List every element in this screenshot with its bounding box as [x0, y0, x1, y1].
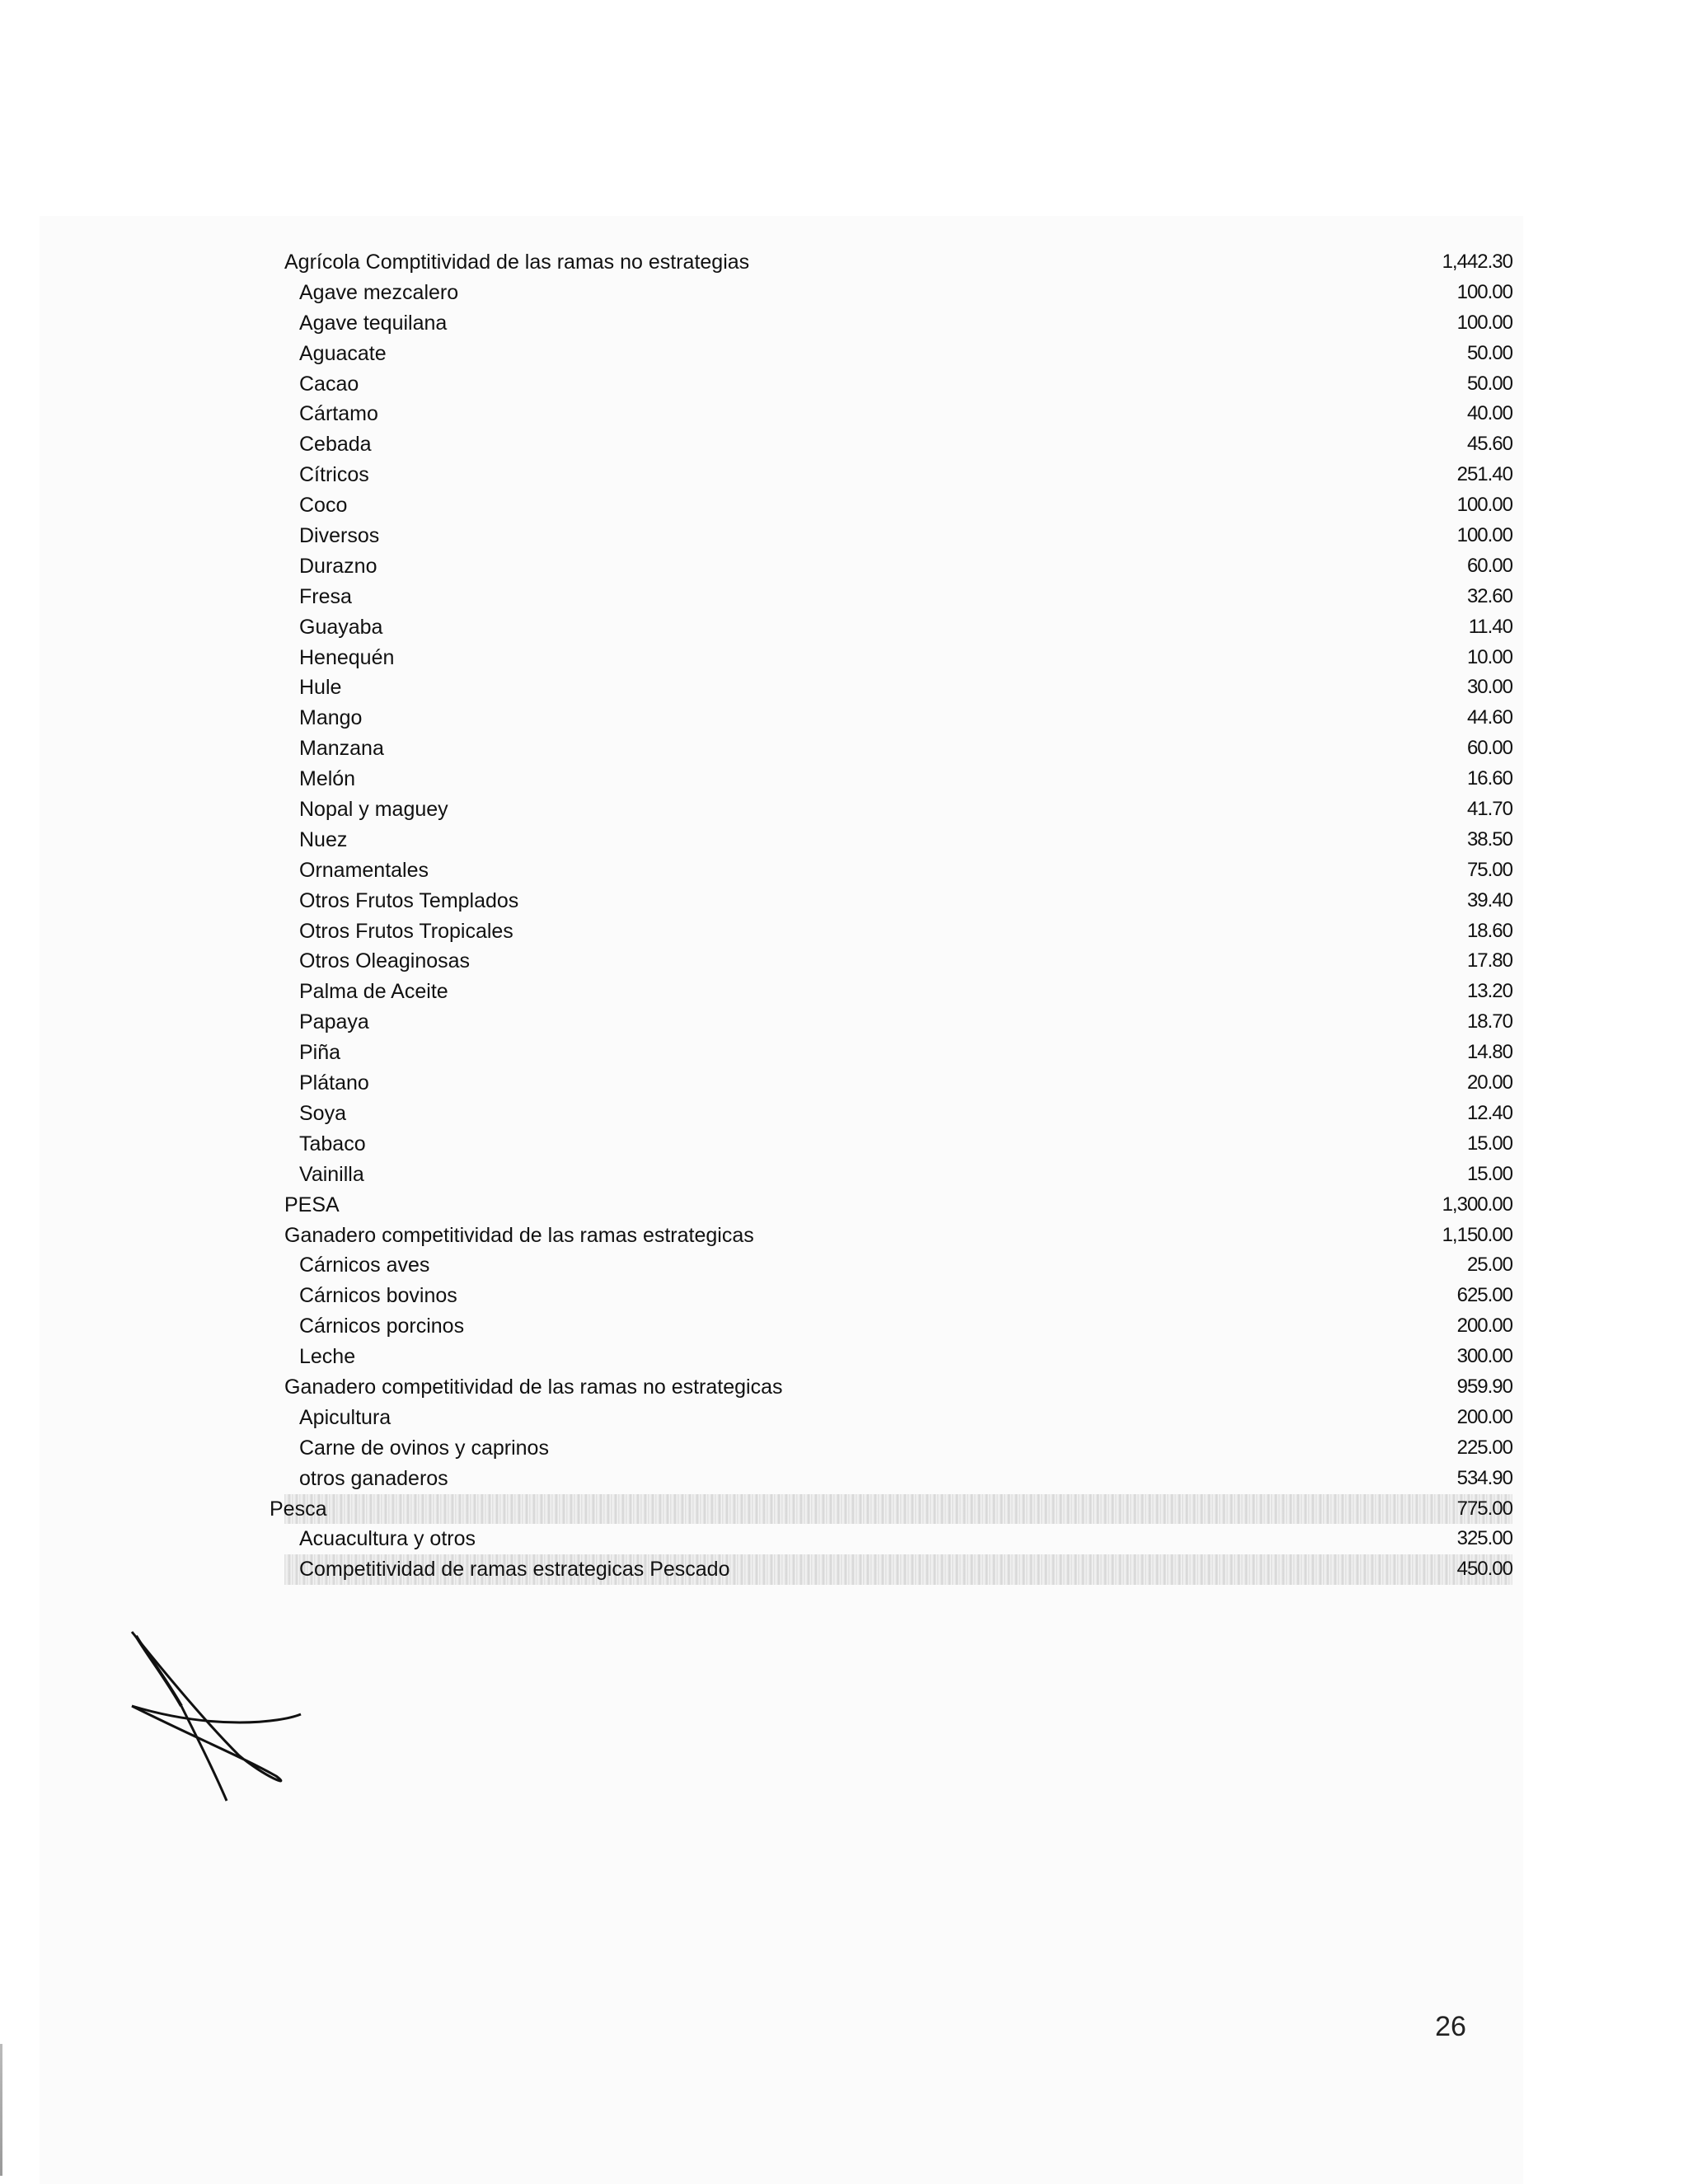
row-label: otros ganaderos: [299, 1466, 448, 1490]
row-label: Nopal y maguey: [299, 798, 448, 822]
row-amount: 100.00: [1456, 311, 1512, 334]
row-amount: 1,442.30: [1442, 251, 1512, 273]
table-row: [284, 551, 1512, 582]
row-amount: 25.00: [1466, 1254, 1512, 1277]
table-row: [284, 399, 1512, 429]
row-label: Fresa: [299, 584, 352, 608]
table-row: [284, 1250, 1512, 1281]
row-label: Carne de ovinos y caprinos: [299, 1436, 549, 1460]
row-amount: 39.40: [1466, 888, 1512, 912]
table-row: [284, 1007, 1512, 1038]
table-row: [284, 794, 1512, 825]
table-row: [284, 1190, 1512, 1221]
row-amount: 10.00: [1466, 645, 1512, 668]
row-amount: 45.60: [1466, 433, 1512, 456]
row-label: Ornamentales: [299, 858, 429, 882]
row-amount: 30.00: [1466, 676, 1512, 699]
row-amount: 60.00: [1466, 554, 1512, 577]
row-label: Otros Frutos Tropicales: [299, 919, 513, 943]
row-label: Coco: [299, 494, 348, 518]
table-row: [284, 460, 1512, 490]
row-amount: 300.00: [1456, 1345, 1512, 1368]
row-label: Mango: [299, 706, 363, 730]
row-label: Soya: [299, 1101, 346, 1125]
row-label: Acuacultura y otros: [299, 1527, 476, 1551]
row-label: Guayaba: [299, 615, 383, 639]
row-label: Papaya: [299, 1010, 369, 1034]
table-row: [284, 1160, 1512, 1190]
row-amount: 17.80: [1466, 949, 1512, 972]
row-amount: 100.00: [1456, 280, 1512, 303]
table-row: [284, 1311, 1512, 1342]
table-row: [284, 308, 1512, 339]
table-row: [284, 1221, 1512, 1251]
signature-mark: [115, 1615, 313, 1813]
row-label: Nuez: [299, 827, 348, 851]
table-row: [284, 521, 1512, 551]
row-label: Cacao: [299, 372, 359, 396]
table-row: [284, 643, 1512, 673]
row-label: Hule: [299, 676, 342, 700]
table-row: [284, 1099, 1512, 1129]
row-amount: 38.50: [1466, 827, 1512, 851]
table-row: [284, 977, 1512, 1007]
table-row: [284, 1464, 1512, 1494]
table-row: [284, 1129, 1512, 1160]
row-amount: 60.00: [1466, 737, 1512, 760]
row-label: Durazno: [299, 554, 377, 578]
row-amount: 20.00: [1466, 1071, 1512, 1094]
row-amount: 325.00: [1456, 1527, 1512, 1550]
table-row: [284, 946, 1512, 977]
row-amount: 251.40: [1456, 463, 1512, 486]
row-label: Manzana: [299, 737, 384, 761]
row-amount: 225.00: [1456, 1436, 1512, 1459]
row-amount: 15.00: [1466, 1162, 1512, 1185]
table-row: [284, 825, 1512, 855]
row-amount: 41.70: [1466, 798, 1512, 821]
table-row: [284, 1281, 1512, 1311]
row-label: Agave tequilana: [299, 311, 448, 335]
row-label: Henequén: [299, 645, 395, 669]
table-row: [284, 1342, 1512, 1372]
row-amount: 100.00: [1456, 494, 1512, 517]
row-label: Pesca: [270, 1497, 327, 1521]
row-label: Otros Frutos Templados: [299, 888, 519, 912]
row-amount: 200.00: [1456, 1405, 1512, 1428]
row-amount: 13.20: [1466, 980, 1512, 1003]
table-row: [284, 1068, 1512, 1099]
table-row: [284, 369, 1512, 400]
row-amount: 12.40: [1466, 1101, 1512, 1124]
row-label: Vainilla: [299, 1162, 364, 1186]
row-amount: 15.00: [1466, 1132, 1512, 1155]
table-row: [284, 916, 1512, 947]
table-row: [284, 1372, 1512, 1403]
row-label: Cárnicos porcinos: [299, 1315, 465, 1338]
row-label: Leche: [299, 1345, 356, 1369]
table-row: [284, 764, 1512, 794]
table-row: [284, 673, 1512, 703]
row-amount: 11.40: [1468, 615, 1512, 638]
row-label: Aguacate: [299, 341, 387, 365]
row-label: Ganadero competitividad de las ramas no estrategicas: [284, 1375, 783, 1399]
row-amount: 625.00: [1456, 1284, 1512, 1307]
table-row: [284, 733, 1512, 764]
scan-edge: [0, 2044, 2, 2176]
row-label: Agrícola Comptitividad de las ramas no estrategias: [284, 251, 750, 274]
budget-table: [270, 247, 1512, 1585]
row-label: Ganadero competitividad de las ramas estrategicas: [284, 1223, 754, 1247]
table-row: [284, 339, 1512, 369]
row-label: Competitividad de ramas estrategicas Pescado: [299, 1558, 730, 1582]
table-row: [284, 703, 1512, 733]
table-row: [284, 855, 1512, 886]
row-amount: 775.00: [1456, 1497, 1512, 1520]
table-row: [284, 247, 1512, 278]
row-amount: 534.90: [1456, 1466, 1512, 1489]
row-label: PESA: [284, 1193, 340, 1216]
page-number: 26: [1435, 2011, 1466, 2042]
row-amount: 100.00: [1456, 524, 1512, 547]
row-label: Cárnicos bovinos: [299, 1284, 457, 1308]
table-row: [284, 1038, 1512, 1068]
row-label: Piña: [299, 1041, 341, 1065]
row-label: Agave mezcalero: [299, 280, 459, 304]
row-label: Palma de Aceite: [299, 980, 448, 1004]
row-amount: 44.60: [1466, 706, 1512, 729]
table-row: [284, 1524, 1512, 1554]
table-row: [270, 1494, 1512, 1525]
row-amount: 18.60: [1466, 919, 1512, 942]
row-label: Melón: [299, 767, 356, 791]
row-amount: 50.00: [1466, 341, 1512, 364]
row-label: Cártamo: [299, 402, 378, 426]
row-amount: 50.00: [1466, 372, 1512, 395]
row-amount: 14.80: [1466, 1041, 1512, 1064]
row-amount: 18.70: [1466, 1010, 1512, 1033]
row-amount: 40.00: [1466, 402, 1512, 425]
table-row: [284, 278, 1512, 308]
row-label: Diversos: [299, 524, 380, 548]
table-row: [284, 1433, 1512, 1464]
table-row: [284, 1403, 1512, 1433]
row-amount: 32.60: [1466, 584, 1512, 607]
table-row: [284, 1554, 1512, 1585]
row-label: Plátano: [299, 1071, 369, 1095]
table-row: [284, 490, 1512, 521]
row-label: Tabaco: [299, 1132, 366, 1155]
table-row: [284, 582, 1512, 612]
row-amount: 959.90: [1456, 1375, 1512, 1398]
table-row: [284, 886, 1512, 916]
row-label: Cebada: [299, 433, 372, 457]
row-amount: 450.00: [1456, 1558, 1512, 1581]
row-label: Cítricos: [299, 463, 369, 487]
table-row: [284, 612, 1512, 643]
table-row: [284, 429, 1512, 460]
row-label: Cárnicos aves: [299, 1254, 430, 1277]
row-amount: 75.00: [1466, 858, 1512, 881]
row-amount: 200.00: [1456, 1315, 1512, 1338]
row-amount: 1,300.00: [1442, 1193, 1512, 1216]
row-label: Otros Oleaginosas: [299, 949, 471, 973]
row-amount: 1,150.00: [1442, 1223, 1512, 1246]
row-amount: 16.60: [1466, 767, 1512, 790]
row-label: Apicultura: [299, 1405, 392, 1429]
